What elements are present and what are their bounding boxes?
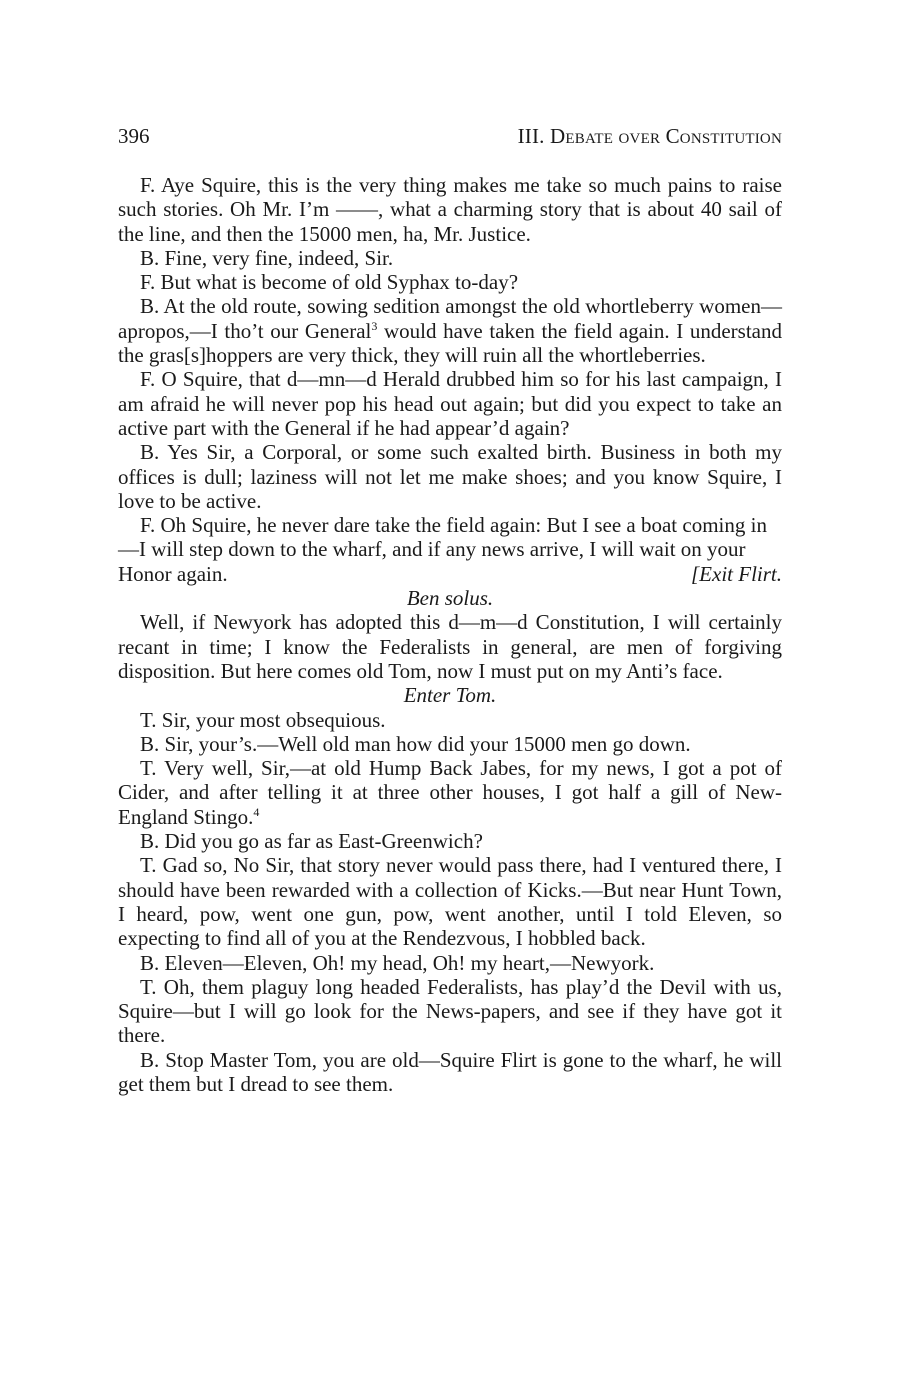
paragraph: B. Yes Sir, a Corporal, or some such exalted birth. Business in both my offices is dull; laziness will not let me make shoes; and you know Squire, I love to be active. bbox=[118, 440, 782, 513]
paragraph bbox=[118, 756, 782, 829]
page-body bbox=[118, 173, 782, 1096]
stage-direction: Enter Tom. bbox=[403, 683, 497, 708]
stage-direction: Ben solus. bbox=[406, 586, 494, 611]
paragraph bbox=[118, 294, 782, 367]
paragraph-text: B. At the old route, sowing sedition amongst the old whortleberry women—apropos,—I tho’t our General bbox=[118, 294, 782, 343]
paragraph-text: F. Oh Squire, he never dare take the field again: But I see a boat coming in—I will step down to the wharf, and if any news arrive, I will wait on your Honor again. bbox=[118, 513, 767, 586]
paragraph: Well, if Newyork has adopted this d—m—d Constitution, I will certainly recant in time; I know the Federalists in general, are men of forgiving disposition. But here comes old Tom, now I must put on my Anti’s face. bbox=[118, 610, 782, 683]
paragraph: B. Eleven—Eleven, Oh! my head, Oh! my heart,—Newyork. bbox=[140, 950, 655, 975]
paragraph: T. Sir, your most obsequious. bbox=[140, 707, 386, 732]
paragraph: T. Gad so, No Sir, that story never would pass there, had I ventured there, I should have been rewarded with a collection of Kicks.—But near Hunt Town, I heard, pow, went one gun, pow, went another, until I told Eleven, so expecting to find all of you at the Rendezvous, I hobbled back. bbox=[118, 853, 782, 951]
paragraph: B. Did you go as far as East-Greenwich? bbox=[140, 829, 483, 854]
paragraph: F. But what is become of old Syphax to-day? bbox=[140, 270, 519, 295]
footnote-ref: 3 bbox=[371, 318, 378, 333]
page-number: 396 bbox=[118, 124, 150, 148]
paragraph: B. Stop Master Tom, you are old—Squire Flirt is gone to the wharf, he will get them but I dread to see them. bbox=[118, 1047, 782, 1096]
paragraph: B. Fine, very fine, indeed, Sir. bbox=[140, 245, 394, 270]
footnote-ref: 4 bbox=[253, 804, 260, 819]
paragraph: T. Oh, them plaguy long headed Federalists, has play’d the Devil with us, Squire—but I will go look for the News-papers, and see if they have got it there. bbox=[118, 974, 782, 1048]
paragraph-text: would have taken the field again. I understand the gras[s]hoppers are very thick, they will ruin all the whortleberries. bbox=[118, 318, 782, 368]
paragraph bbox=[118, 513, 782, 586]
stage-direction-exit: [Exit Flirt. bbox=[691, 561, 782, 586]
paragraph: F. O Squire, that d—mn—d Herald drubbed him so for his last campaign, I am afraid he will never pop his head out again; but did you expect to take an active part with the General if he had appear’d again? bbox=[118, 367, 782, 440]
paragraph-text: T. Very well, Sir,—at old Hump Back Jabes, for my news, I got a pot of Cider, and after telling it at three other houses, I got half a gill of New-England Stingo. bbox=[118, 756, 782, 829]
running-title: III. Debate over Constitution bbox=[517, 124, 782, 148]
paragraph: B. Sir, your’s.—Well old man how did your 15000 men go down. bbox=[140, 731, 691, 756]
paragraph: F. Aye Squire, this is the very thing makes me take so much pains to raise such stories. Oh Mr. I’m ——, what a charming story that is about 40 sail of the line, and then the 15000 men, ha, Mr. Justice. bbox=[118, 173, 782, 246]
